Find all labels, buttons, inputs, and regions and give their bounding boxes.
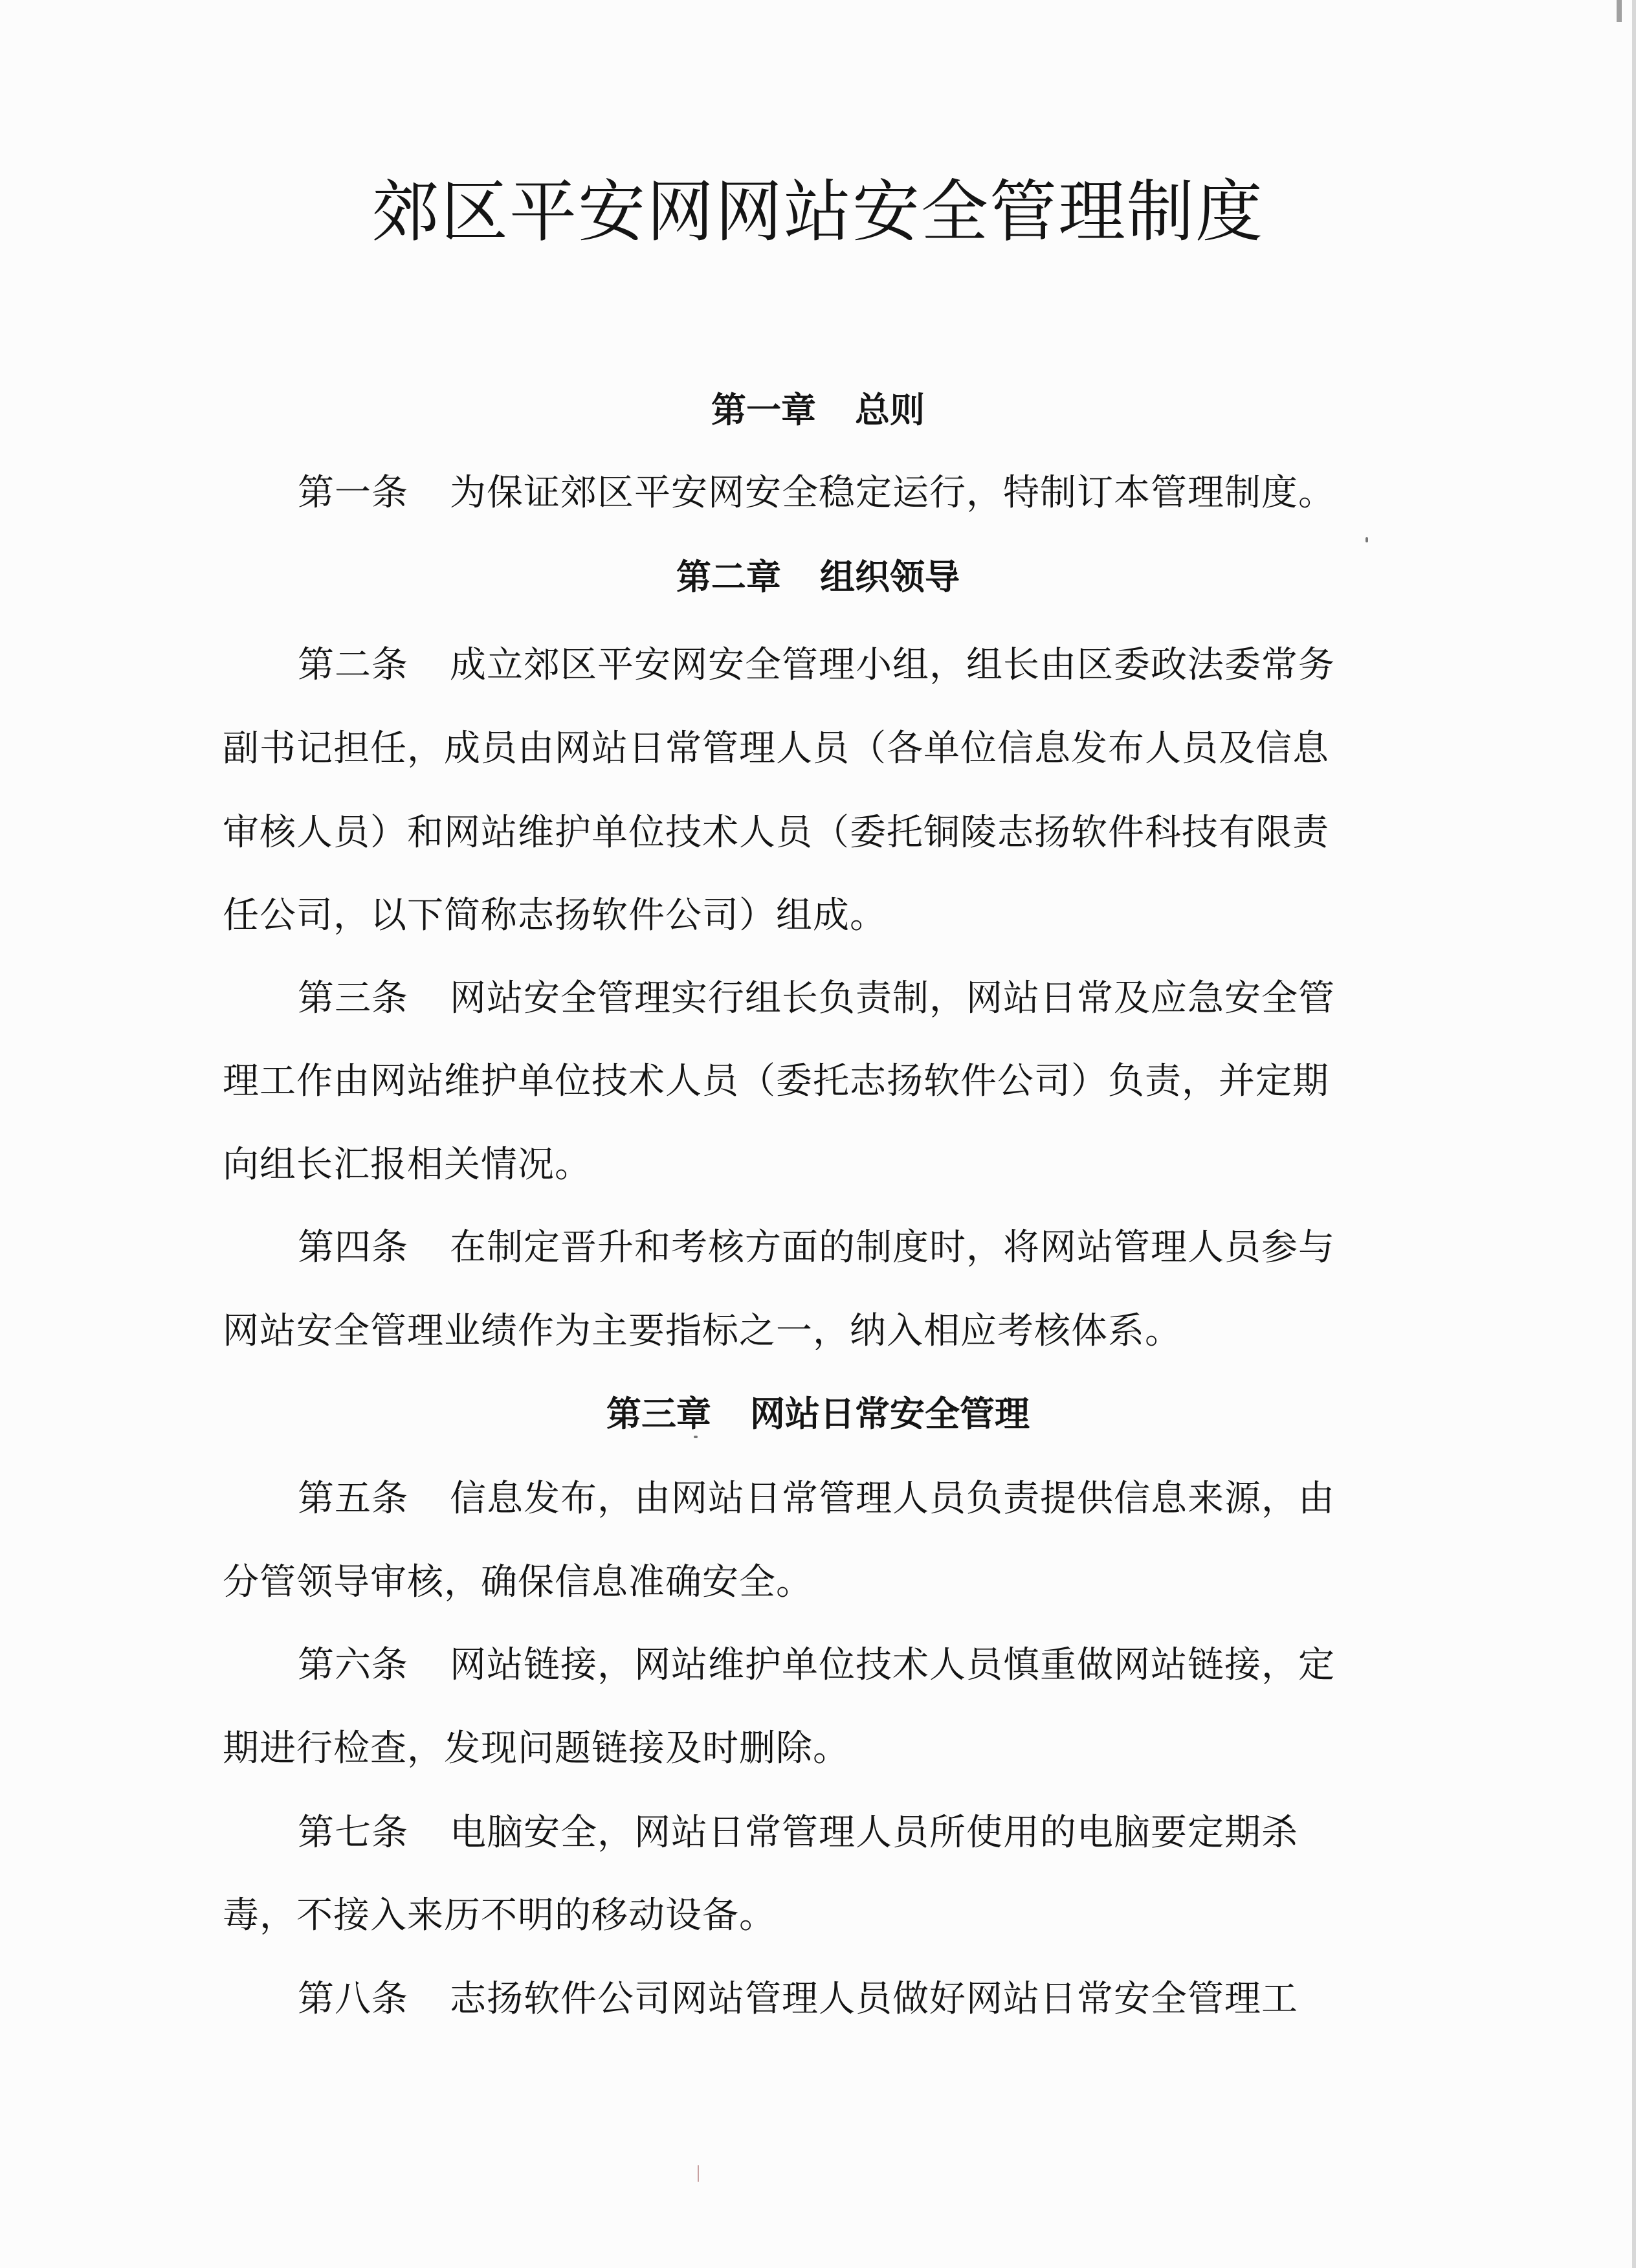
article-text: 分管领导审核，确保信息准确安全。 [223, 1561, 813, 1603]
chapter-name: 网站日常安全管理 [750, 1394, 1030, 1434]
chapter-name: 总则 [855, 390, 925, 430]
article-line [298, 973, 1335, 1025]
scan-speck [694, 1436, 698, 1438]
article-text: 为保证郊区平安网安全稳定运行，特制订本管理制度。 [450, 472, 1335, 514]
article-text: 网站安全管理业绩作为主要指标之一，纳入相应考核体系。 [223, 1310, 1182, 1352]
chapter-number: 第二章 [676, 557, 781, 597]
article-number: 第三条 [298, 977, 408, 1019]
article-text: 志扬软件公司网站管理人员做好网站日常安全管理工 [450, 1978, 1298, 2020]
article-text: 网站链接，网站维护单位技术人员慎重做网站链接，定 [450, 1644, 1335, 1686]
article-text: 信息发布，由网站日常管理人员负责提供信息来源，由 [450, 1478, 1335, 1520]
article-text: 任公司，以下简称志扬软件公司）组成。 [223, 895, 887, 937]
article-number: 第五条 [298, 1478, 408, 1520]
article-line [298, 1973, 1298, 2025]
article-text: 网站安全管理实行组长负责制，网站日常及应急安全管 [450, 977, 1335, 1019]
scan-edge [1632, 0, 1636, 2268]
article-text: 在制定晋升和考核方面的制度时，将网站管理人员参与 [450, 1227, 1335, 1269]
article-text: 理工作由网站维护单位技术人员（委托志扬软件公司）负责，并定期 [223, 1060, 1329, 1102]
article-number: 第八条 [298, 1978, 408, 2020]
article-text: 审核人员）和网站维护单位技术人员（委托铜陵志扬软件科技有限责 [223, 812, 1329, 854]
article-number: 第一条 [298, 472, 408, 514]
chapter-heading [0, 551, 1636, 603]
article-line [298, 1640, 1335, 1691]
article-number: 第六条 [298, 1644, 408, 1686]
article-line [298, 1473, 1335, 1525]
article-line [298, 1807, 1298, 1859]
article-line [298, 639, 1335, 691]
article-text: 成立郊区平安网安全管理小组，组长由区委政法委常务 [450, 644, 1335, 686]
article-line [298, 1222, 1335, 1274]
chapter-name: 组织领导 [820, 557, 960, 597]
article-number: 第四条 [298, 1227, 408, 1269]
scan-corner-mark [1617, 0, 1622, 22]
article-text: 期进行检查，发现问题链接及时删除。 [223, 1728, 850, 1770]
scan-speck [698, 2165, 699, 2182]
chapter-number: 第一章 [711, 390, 816, 430]
article-text: 毒，不接入来历不明的移动设备。 [223, 1895, 776, 1937]
scan-speck [1365, 537, 1368, 542]
chapter-heading [0, 384, 1636, 436]
article-number: 第七条 [298, 1812, 408, 1854]
chapter-number: 第三章 [606, 1394, 711, 1434]
article-text: 副书记担任，成员由网站日常管理人员（各单位信息发布人员及信息 [223, 728, 1329, 770]
chapter-heading [0, 1388, 1636, 1440]
article-number: 第二条 [298, 644, 408, 686]
document-title: 郊区平安网网站安全管理制度 [371, 172, 1264, 251]
article-text: 向组长汇报相关情况。 [223, 1144, 591, 1186]
article-text: 电脑安全，网站日常管理人员所使用的电脑要定期杀 [450, 1812, 1298, 1854]
article-line [298, 467, 1335, 519]
